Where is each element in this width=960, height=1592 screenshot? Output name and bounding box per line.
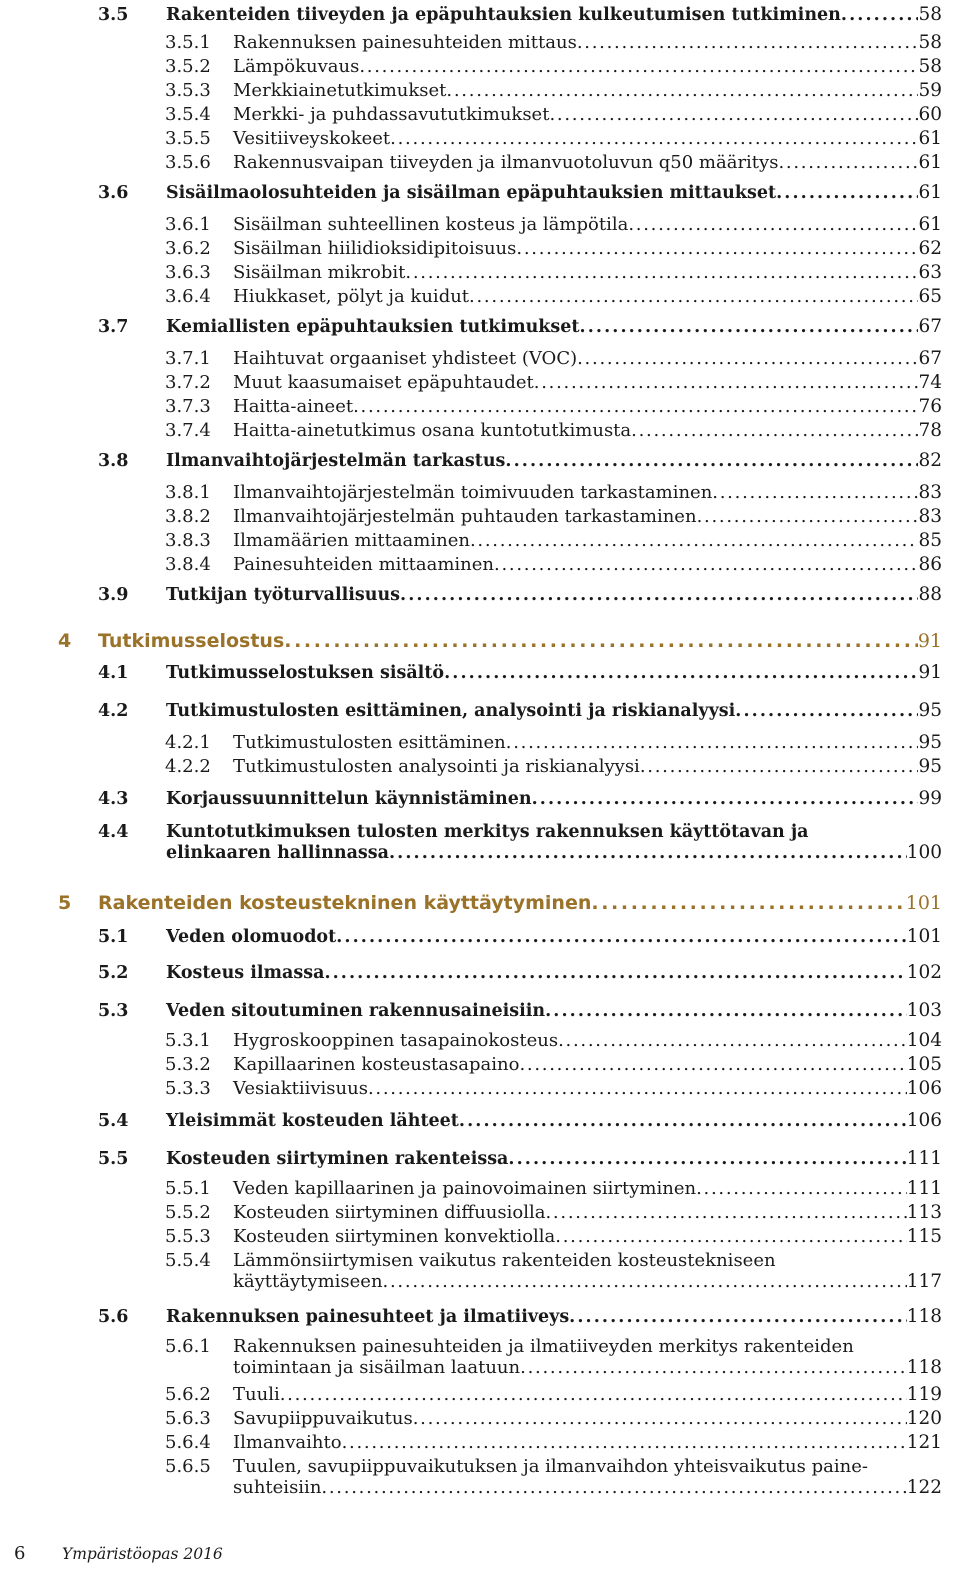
toc-leader-dots	[520, 1357, 907, 1378]
toc-entry-page: 58	[918, 32, 942, 53]
toc-leader-dots	[389, 843, 907, 863]
toc-entry-page: 76	[918, 396, 942, 417]
toc-entry-page: 111	[906, 1148, 942, 1169]
toc-leader-dots	[280, 1384, 907, 1405]
toc-entry-page: 85	[918, 530, 942, 551]
toc-leader-dots	[631, 420, 918, 441]
toc-entry-number: 4	[58, 630, 72, 652]
toc-entry-page: 120	[906, 1408, 942, 1429]
toc-leader-dots	[577, 348, 918, 369]
toc-entry-title: Veden olomuodot	[166, 927, 337, 947]
toc-entry[interactable]	[165, 1432, 942, 1453]
toc-entry[interactable]	[165, 32, 942, 53]
toc-leader-dots	[405, 262, 918, 283]
toc-leader-dots	[506, 732, 919, 753]
toc-entry[interactable]	[98, 450, 942, 471]
toc-entry-title: Ilmanvaihtojärjestelmän tarkastus	[166, 451, 506, 471]
toc-entry-number: 5.5.1	[165, 1178, 211, 1199]
toc-entry-title: Ilmanvaihtojärjestelmän toimivuuden tarkastaminen	[233, 482, 713, 503]
toc-entry-number: 3.7.4	[165, 420, 211, 441]
toc-entry-title: Vesitiiveyskokeet	[233, 128, 391, 149]
toc-leader-dots	[390, 128, 918, 149]
toc-entry-number: 5.5.4	[165, 1250, 211, 1271]
toc-entry-page: 121	[906, 1432, 942, 1453]
toc-entry-title: Korjaussuunnittelun käynnistäminen	[166, 789, 532, 809]
toc-entry[interactable]	[165, 1226, 942, 1247]
toc-entry-number: 3.8	[98, 451, 129, 471]
toc-entry-page: 61	[918, 182, 942, 203]
toc-leader-dots	[712, 482, 918, 503]
toc-entry[interactable]	[165, 262, 942, 283]
toc-entry[interactable]	[165, 506, 942, 527]
toc-entry[interactable]	[165, 1178, 942, 1199]
toc-entry-title: Tuuli	[233, 1384, 280, 1405]
toc-entry-title: Kosteuden siirtyminen rakenteissa	[166, 1149, 509, 1169]
toc-entry-page: 58	[918, 4, 942, 25]
toc-entry-page: 111	[906, 1178, 942, 1199]
toc-entry-title: Muut kaasumaiset epäpuhtaudet	[233, 372, 534, 393]
toc-entry-title: Tutkimustulosten esittäminen, analysointi ja riskianalyysi	[166, 701, 736, 721]
toc-entry-number: 5.3	[98, 1001, 129, 1021]
toc-entry-title: Lämpökuvaus	[233, 56, 360, 77]
toc-entry-title: Kosteuden siirtyminen diffuusiolla	[233, 1202, 546, 1223]
toc-entry-page: 118	[906, 1357, 942, 1378]
toc-leader-dots	[321, 1477, 906, 1498]
toc-entry[interactable]	[165, 56, 942, 77]
toc-entry[interactable]	[165, 420, 942, 441]
toc-entry-page: 122	[906, 1477, 942, 1498]
toc-entry-page: 101	[905, 892, 942, 914]
toc-entry[interactable]	[165, 286, 942, 307]
toc-entry-page: 106	[906, 1078, 942, 1099]
toc-entry-title: Savupiippuvaikutus	[233, 1408, 413, 1429]
toc-entry-number: 5.5.2	[165, 1202, 211, 1223]
toc-entry[interactable]	[165, 1336, 942, 1378]
toc-entry-page: 61	[918, 152, 942, 173]
toc-entry-page: 65	[918, 286, 942, 307]
toc-entry-page: 59	[918, 80, 942, 101]
toc-entry[interactable]	[98, 4, 942, 25]
toc-entry-title: Tutkimusselostus	[98, 630, 285, 652]
toc-leader-dots	[591, 892, 905, 914]
toc-leader-dots	[508, 1149, 906, 1169]
toc-entry-title: Kapillaarinen kosteustasapaino	[233, 1054, 520, 1075]
footer-book-title: Ympäristöopas 2016	[62, 1545, 223, 1563]
toc-entry-number: 5.6.4	[165, 1432, 211, 1453]
toc-entry-title: käyttäytymiseen	[233, 1271, 383, 1292]
toc-leader-dots	[446, 80, 918, 101]
toc-entry-number: 4.2	[98, 701, 129, 721]
toc-entry-page: 102	[906, 962, 942, 983]
toc-entry[interactable]	[98, 1306, 942, 1327]
toc-entry[interactable]	[165, 152, 942, 173]
toc-leader-dots	[841, 5, 919, 25]
toc-entry-page: 99	[918, 788, 942, 809]
toc-entry-number: 5.6.3	[165, 1408, 211, 1429]
toc-entry-number: 3.8.4	[165, 554, 211, 575]
toc-entry-page: 58	[918, 56, 942, 77]
toc-entry-page: 100	[906, 842, 942, 863]
toc-entry-title: Rakenteiden tiiveyden ja epäpuhtauksien kulkeutumisen tutkiminen	[166, 5, 841, 25]
toc-entry-page: 61	[918, 214, 942, 235]
toc-entry-title: suhteisiin	[233, 1477, 322, 1498]
toc-leader-dots	[569, 1307, 907, 1327]
toc-entry-title: Ilmanvaihto	[233, 1432, 342, 1453]
toc-entry-title-line: Lämmönsiirtymisen vaikutus rakenteiden kosteustekniseen	[233, 1250, 776, 1271]
toc-leader-dots	[284, 630, 918, 652]
toc-leader-dots	[640, 756, 919, 777]
toc-entry-page: 78	[918, 420, 942, 441]
toc-entry-title-line: Kuntotutkimuksen tulosten merkitys rakennuksen käyttötavan ja	[166, 822, 809, 842]
toc-leader-dots	[580, 317, 919, 337]
toc-entry[interactable]	[58, 630, 942, 652]
toc-leader-dots	[505, 451, 918, 471]
toc-entry-number: 5.6	[98, 1307, 129, 1327]
toc-leader-dots	[697, 506, 919, 527]
toc-leader-dots	[324, 963, 906, 983]
toc-leader-dots	[413, 1408, 907, 1429]
toc-entry-number: 3.6	[98, 183, 129, 203]
toc-entry[interactable]	[165, 530, 942, 551]
toc-leader-dots	[368, 1078, 907, 1099]
toc-entry-number: 3.7	[98, 317, 129, 337]
toc-entry[interactable]	[98, 584, 942, 605]
toc-entry-title: Tutkimustulosten esittäminen	[233, 732, 506, 753]
toc-entry-number: 3.5.2	[165, 56, 211, 77]
toc-entry[interactable]	[165, 1202, 942, 1223]
toc-entry-number: 3.5	[98, 5, 129, 25]
toc-entry[interactable]	[165, 1384, 942, 1405]
toc-leader-dots	[577, 32, 919, 53]
toc-entry[interactable]	[165, 238, 942, 259]
toc-entry-title: Rakenteiden kosteustekninen käyttäytyminen	[98, 892, 592, 914]
toc-entry[interactable]	[98, 1148, 942, 1169]
toc-leader-dots	[776, 183, 918, 203]
toc-entry-number: 3.5.3	[165, 80, 211, 101]
toc-entry-page: 118	[906, 1306, 942, 1327]
toc-entry-number: 4.1	[98, 663, 129, 683]
toc-entry[interactable]	[98, 788, 942, 809]
toc-leader-dots	[628, 214, 918, 235]
toc-entry[interactable]	[165, 372, 942, 393]
toc-entry[interactable]	[98, 926, 942, 947]
toc-entry-title: Tutkijan työturvallisuus	[166, 585, 401, 605]
toc-leader-dots	[516, 238, 918, 259]
toc-entry-page: 83	[918, 506, 942, 527]
toc-entry-number: 5	[58, 892, 72, 914]
toc-entry-number: 4.2.2	[165, 756, 211, 777]
toc-entry-page: 103	[906, 1000, 942, 1021]
toc-entry-page: 91	[917, 630, 942, 652]
toc-entry-title: Vesiaktiivisuus	[233, 1078, 368, 1099]
toc-entry[interactable]	[165, 128, 942, 149]
toc-leader-dots	[519, 1054, 906, 1075]
toc-leader-dots	[735, 701, 918, 721]
toc-entry-number: 3.8.2	[165, 506, 211, 527]
toc-entry[interactable]	[58, 892, 942, 914]
toc-entry[interactable]	[98, 962, 942, 983]
toc-entry-page: 115	[906, 1226, 942, 1247]
toc-entry-number: 3.7.3	[165, 396, 211, 417]
toc-entry-title: Sisäilmaolosuhteiden ja sisäilman epäpuhtauksien mittaukset	[166, 183, 777, 203]
toc-entry-title-line: Rakennuksen painesuhteiden ja ilmatiiveyden merkitys rakenteiden	[233, 1336, 854, 1357]
toc-entry[interactable]	[165, 1078, 942, 1099]
toc-entry-page: 91	[918, 662, 942, 683]
toc-entry[interactable]	[98, 316, 942, 337]
toc-entry-page: 95	[918, 732, 942, 753]
toc-entry-number: 5.1	[98, 927, 129, 947]
toc-leader-dots	[549, 104, 918, 125]
toc-leader-dots	[342, 1432, 907, 1453]
toc-entry-page: 88	[918, 584, 942, 605]
toc-entry-title: Yleisimmät kosteuden lähteet	[166, 1111, 459, 1131]
toc-entry-title: Hiukkaset, pölyt ja kuidut	[233, 286, 470, 307]
toc-entry[interactable]	[165, 756, 942, 777]
toc-entry-number: 3.5.1	[165, 32, 211, 53]
toc-leader-dots	[459, 1111, 907, 1131]
toc-leader-dots	[470, 530, 919, 551]
toc-entry-page: 95	[918, 756, 942, 777]
toc-entry-title: Veden kapillaarinen ja painovoimainen siirtyminen	[233, 1178, 697, 1199]
toc-leader-dots	[444, 663, 918, 683]
toc-entry-title: elinkaaren hallinnassa	[166, 843, 389, 863]
toc-leader-dots	[778, 152, 918, 173]
toc-leader-dots	[545, 1202, 906, 1223]
toc-entry-number: 3.8.3	[165, 530, 211, 551]
toc-entry-page: 61	[918, 128, 942, 149]
toc-entry-page: 83	[918, 482, 942, 503]
toc-leader-dots	[534, 372, 919, 393]
toc-entry[interactable]	[98, 700, 942, 721]
toc-entry-title: Tutkimustulosten analysointi ja riskianalyysi	[233, 756, 640, 777]
toc-leader-dots	[696, 1178, 907, 1199]
toc-entry-title: Haitta-ainetutkimus osana kuntotutkimusta	[233, 420, 632, 441]
toc-entry[interactable]	[165, 1250, 942, 1292]
toc-entry[interactable]	[165, 482, 942, 503]
toc-entry-number: 4.4	[98, 822, 129, 842]
toc-entry-number: 3.6.4	[165, 286, 211, 307]
toc-entry-title: Rakennusvaipan tiiveyden ja ilmanvuotoluvun q50 määritys	[233, 152, 779, 173]
toc-leader-dots	[532, 789, 919, 809]
toc-entry[interactable]	[165, 732, 942, 753]
toc-entry-page: 60	[918, 104, 942, 125]
toc-entry[interactable]	[165, 554, 942, 575]
toc-entry-title: Tutkimusselostuksen sisältö	[166, 663, 445, 683]
toc-leader-dots	[400, 585, 918, 605]
toc-entry[interactable]	[98, 182, 942, 203]
toc-entry-page: 113	[906, 1202, 942, 1223]
toc-entry-page: 95	[918, 700, 942, 721]
toc-entry-number: 5.6.1	[165, 1336, 211, 1357]
toc-entry-title: Veden sitoutuminen rakennusaineisiin	[166, 1001, 546, 1021]
toc-entry-number: 3.7.1	[165, 348, 211, 369]
toc-entry-title: Rakennuksen painesuhteiden mittaus	[233, 32, 577, 53]
toc-entry[interactable]	[165, 396, 942, 417]
footer-page-number: 6	[14, 1543, 26, 1564]
toc-entry[interactable]	[165, 104, 942, 125]
toc-entry-number: 3.8.1	[165, 482, 211, 503]
toc-leader-dots	[545, 1001, 907, 1021]
toc-entry-number: 5.5	[98, 1149, 129, 1169]
toc-entry-title: Ilmamäärien mittaaminen	[233, 530, 470, 551]
toc-entry-page: 86	[918, 554, 942, 575]
toc-entry-title: Painesuhteiden mittaaminen	[233, 554, 495, 575]
toc-leader-dots	[353, 396, 918, 417]
toc-leader-dots	[469, 286, 918, 307]
toc-entry-title: Sisäilman hiilidioksidipitoisuus	[233, 238, 517, 259]
toc-entry-page: 105	[906, 1054, 942, 1075]
toc-entry-number: 3.6.3	[165, 262, 211, 283]
toc-entry-number: 3.5.4	[165, 104, 211, 125]
toc-entry-page: 117	[906, 1271, 942, 1292]
toc-entry[interactable]	[165, 214, 942, 235]
toc-leader-dots	[336, 927, 906, 947]
toc-entry-page: 62	[918, 238, 942, 259]
toc-entry[interactable]	[165, 1456, 942, 1498]
toc-entry-page: 106	[906, 1110, 942, 1131]
toc-entry[interactable]	[98, 1000, 942, 1021]
toc-entry-title: Ilmanvaihtojärjestelmän puhtauden tarkastaminen	[233, 506, 697, 527]
toc-leader-dots	[383, 1271, 907, 1292]
toc-entry-page: 67	[918, 348, 942, 369]
toc-entry-page: 67	[918, 316, 942, 337]
toc-entry-number: 4.3	[98, 789, 129, 809]
toc-entry-number: 3.5.6	[165, 152, 211, 173]
toc-entry-number: 5.6.2	[165, 1384, 211, 1405]
toc-entry-title-line: Tuulen, savupiippuvaikutuksen ja ilmanvaihdon yhteisvaikutus paine-	[233, 1456, 868, 1477]
toc-entry-number: 5.3.3	[165, 1078, 211, 1099]
toc-entry-title: Haitta-aineet	[233, 396, 354, 417]
toc-entry-number: 4.2.1	[165, 732, 211, 753]
toc-entry-page: 82	[918, 450, 942, 471]
toc-entry-title: Sisäilman suhteellinen kosteus ja lämpötila	[233, 214, 629, 235]
toc-entry-title: Sisäilman mikrobit	[233, 262, 406, 283]
toc-entry-number: 5.2	[98, 963, 129, 983]
toc-entry-title: toimintaan ja sisäilman laatuun	[233, 1357, 521, 1378]
toc-entry-number: 5.5.3	[165, 1226, 211, 1247]
toc-entry-number: 5.3.2	[165, 1054, 211, 1075]
toc-entry-number: 5.6.5	[165, 1456, 211, 1477]
toc-leader-dots	[558, 1030, 907, 1051]
toc-leader-dots	[555, 1226, 906, 1247]
toc-entry[interactable]	[98, 822, 942, 863]
toc-entry-page: 101	[906, 926, 942, 947]
toc-entry-page: 119	[906, 1384, 942, 1405]
toc-entry-page: 104	[906, 1030, 942, 1051]
toc-entry-page: 74	[918, 372, 942, 393]
toc-entry[interactable]	[165, 348, 942, 369]
toc-entry[interactable]	[165, 1408, 942, 1429]
toc-entry-number: 5.3.1	[165, 1030, 211, 1051]
toc-entry-number: 3.7.2	[165, 372, 211, 393]
toc-entry-title: Hygroskooppinen tasapainokosteus	[233, 1030, 559, 1051]
toc-entry-title: Kosteus ilmassa	[166, 963, 325, 983]
toc-entry-title: Kemiallisten epäpuhtauksien tutkimukset	[166, 317, 580, 337]
toc-entry-number: 3.6.2	[165, 238, 211, 259]
toc-entry-number: 5.4	[98, 1111, 129, 1131]
toc-entry[interactable]	[98, 1110, 942, 1131]
toc-entry-number: 3.6.1	[165, 214, 211, 235]
toc-entry[interactable]	[165, 80, 942, 101]
toc-entry-number: 3.5.5	[165, 128, 211, 149]
toc-entry-title: Haihtuvat orgaaniset yhdisteet (VOC)	[233, 348, 578, 369]
toc-leader-dots	[494, 554, 918, 575]
toc-entry-title: Merkkiainetutkimukset	[233, 80, 447, 101]
toc-entry-title: Kosteuden siirtyminen konvektiolla	[233, 1226, 556, 1247]
toc-leader-dots	[359, 56, 918, 77]
toc-entry-title: Merkki- ja puhdassavututkimukset	[233, 104, 550, 125]
toc-entry[interactable]	[165, 1054, 942, 1075]
toc-entry-number: 3.9	[98, 585, 129, 605]
toc-entry-title: Rakennuksen painesuhteet ja ilmatiiveys	[166, 1307, 570, 1327]
toc-entry[interactable]	[165, 1030, 942, 1051]
toc-entry[interactable]	[98, 662, 942, 683]
toc-entry-page: 63	[918, 262, 942, 283]
